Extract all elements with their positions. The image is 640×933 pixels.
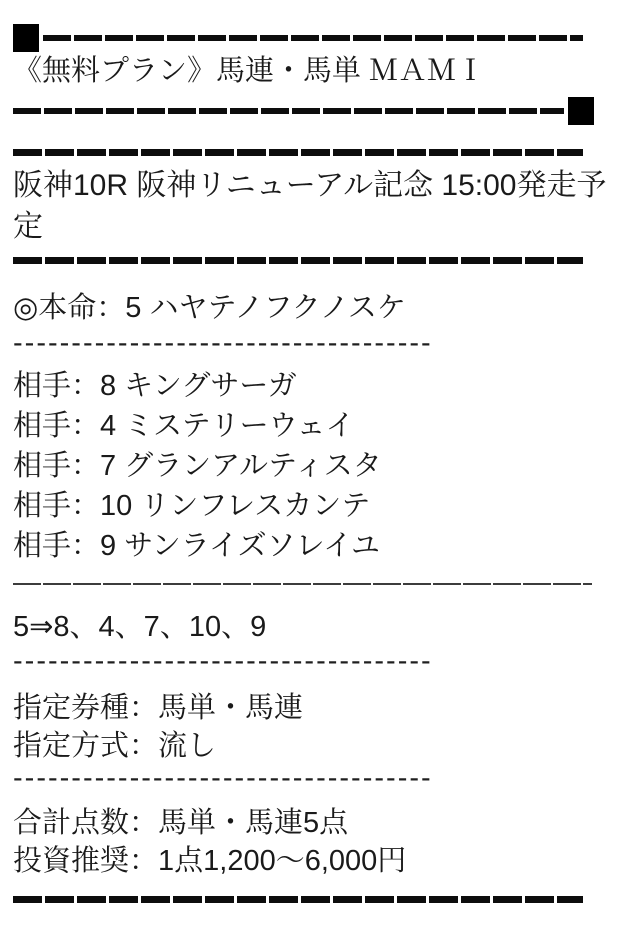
aite-line: 相手：4 ミステリーウェイ xyxy=(13,410,355,442)
honmei-line: ◎本命：5 ハヤテノフクノスケ xyxy=(13,292,406,324)
dashed-separator: ------------------------------------ xyxy=(13,327,433,359)
dashed-separator: ------------------------------------ xyxy=(13,645,433,677)
formation-line: 5⇒8、4、7、10、9 xyxy=(13,611,267,643)
dashed-separator: ------------------------------------ xyxy=(13,762,433,794)
aite-line: 相手：8 キングサーガ xyxy=(13,370,297,402)
aite-line: 相手：7 グランアルティスタ xyxy=(13,450,382,482)
bet-type-block xyxy=(13,689,640,765)
bottom-divider xyxy=(13,896,583,903)
bet-summary-block xyxy=(13,804,640,880)
ticket-type-line: 指定券種：馬単・馬連 xyxy=(13,692,304,724)
header-top-divider xyxy=(13,24,583,52)
total-points-line: 合計点数：馬単・馬連5点 xyxy=(13,807,349,839)
black-square-icon xyxy=(13,24,39,52)
heavy-dashed-line xyxy=(43,35,583,41)
aite-line: 相手：10 リンフレスカンテ xyxy=(13,490,371,522)
header-bottom-divider xyxy=(13,96,594,126)
aite-list xyxy=(13,366,640,566)
bet-method-line: 指定方式：流し xyxy=(13,730,217,762)
plan-title: 《無料プラン》馬連・馬単 ＭＡＭＩ xyxy=(13,55,486,87)
race-divider-top xyxy=(13,149,583,156)
race-info: 阪神10R 阪神リニューアル記念 15:00発走予定 xyxy=(13,169,607,243)
black-square-icon xyxy=(568,97,594,125)
thin-divider xyxy=(13,583,592,585)
aite-line: 相手：9 サンライズソレイユ xyxy=(13,530,380,562)
race-divider-bottom xyxy=(13,257,583,264)
heavy-dashed-line xyxy=(13,108,564,114)
investment-line: 投資推奨：1点1,200〜6,000円 xyxy=(13,845,407,877)
